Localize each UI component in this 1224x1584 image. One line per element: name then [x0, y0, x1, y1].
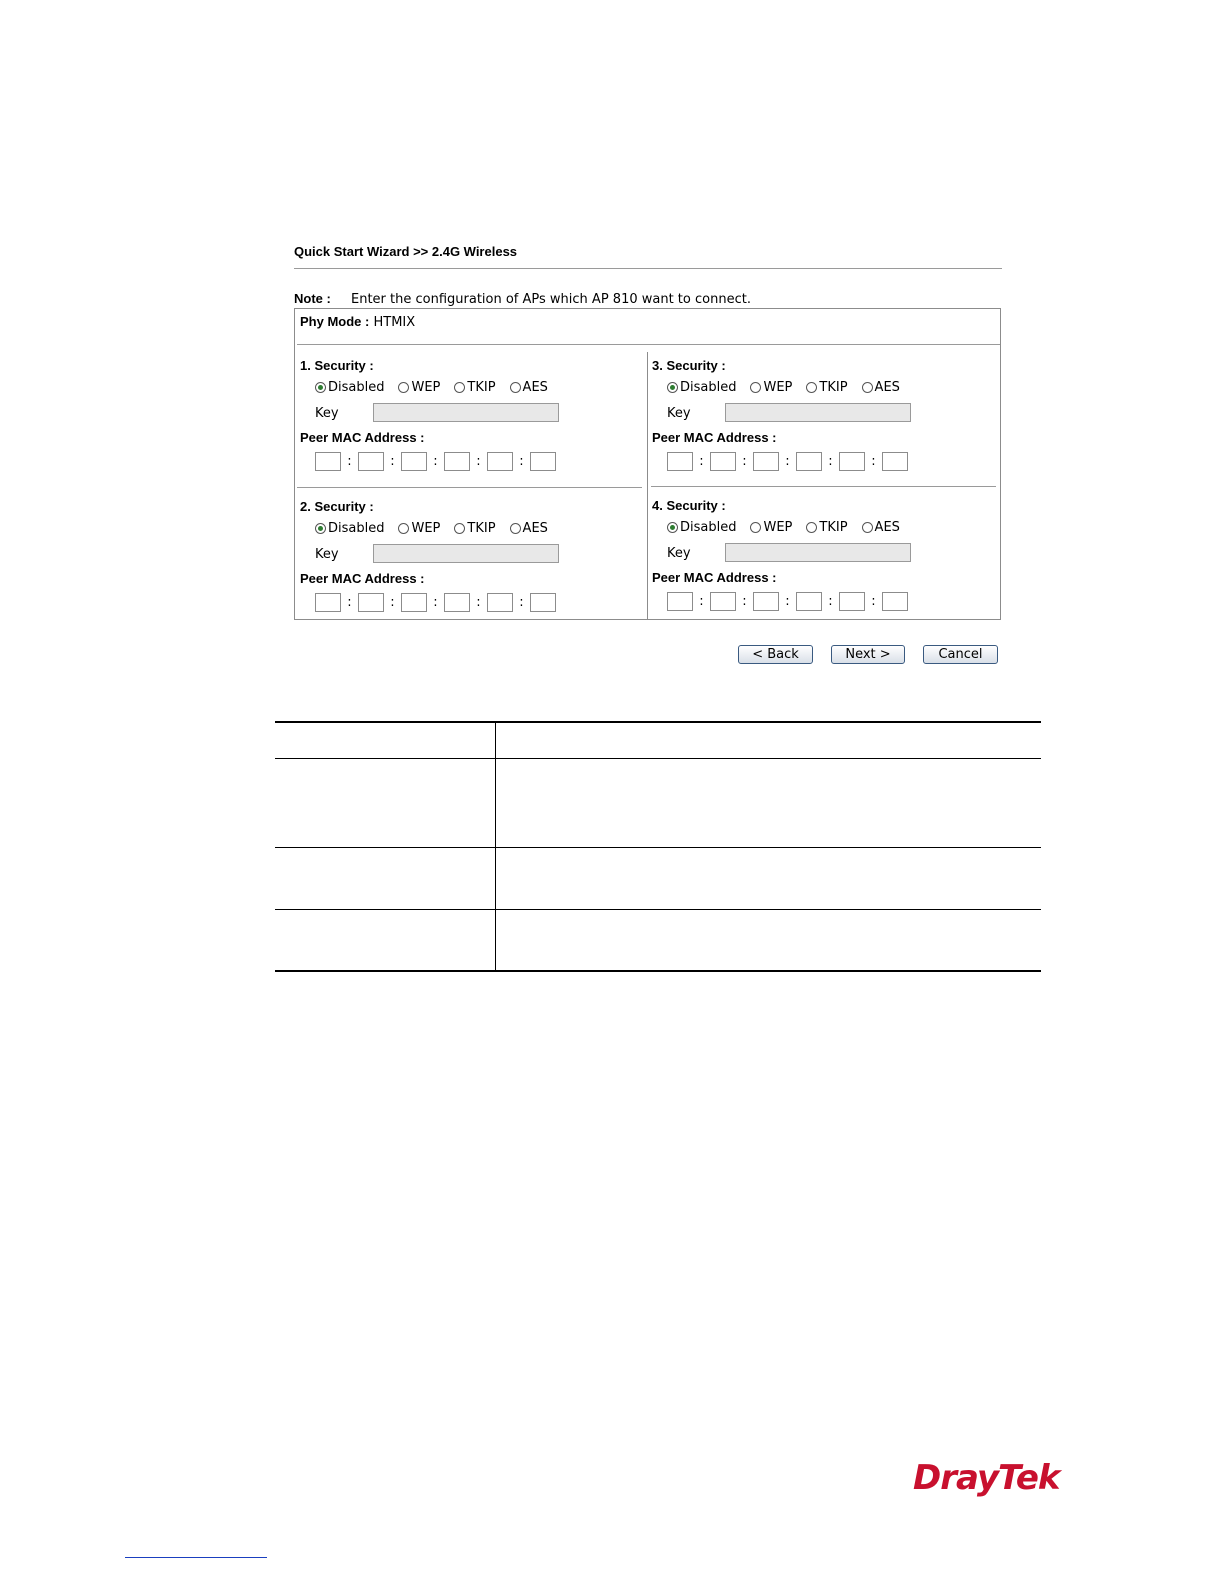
key-input[interactable]: [725, 403, 911, 422]
mac-octet-input[interactable]: [530, 452, 556, 471]
footer-link-underline[interactable]: [125, 1557, 267, 1558]
security-radio-group: [667, 380, 914, 395]
security-option-label: WEP: [411, 521, 441, 536]
mac-octet-input[interactable]: [315, 452, 341, 471]
section-title: 3. Security :: [652, 358, 726, 373]
radio-button[interactable]: [806, 382, 817, 393]
security-option-label: AES: [522, 380, 548, 395]
security-option-tkip[interactable]: [806, 520, 847, 535]
title-divider: [294, 268, 1002, 269]
security-option-wep[interactable]: [750, 380, 792, 395]
note-text: Enter the configuration of APs which AP 810 want to connect.: [351, 292, 751, 307]
note: [294, 291, 751, 307]
security-option-aes[interactable]: [510, 521, 548, 536]
radio-button[interactable]: [398, 523, 409, 534]
security-option-tkip[interactable]: [454, 380, 495, 395]
key-row: [315, 547, 377, 562]
mac-octet-input[interactable]: [358, 452, 384, 471]
security-option-aes[interactable]: [510, 380, 548, 395]
mac-separator: :: [742, 594, 747, 609]
phy-mode: [300, 314, 415, 330]
mac-octet-input[interactable]: [444, 593, 470, 612]
mac-octet-input[interactable]: [710, 592, 736, 611]
mac-separator: :: [699, 594, 704, 609]
mac-separator: :: [871, 594, 876, 609]
key-input[interactable]: [725, 543, 911, 562]
peer-mac-fields: [667, 592, 908, 611]
mac-separator: :: [828, 594, 833, 609]
mac-octet-input[interactable]: [796, 592, 822, 611]
radio-button[interactable]: [667, 382, 678, 393]
mac-separator: :: [347, 595, 352, 610]
wizard-title: Quick Start Wizard >> 2.4G Wireless: [294, 244, 518, 259]
security-option-disabled[interactable]: [667, 380, 736, 395]
mac-separator: :: [785, 594, 790, 609]
mac-separator: :: [433, 454, 438, 469]
security-option-aes[interactable]: [862, 380, 900, 395]
security-option-tkip[interactable]: [806, 380, 847, 395]
key-label: Key: [315, 406, 339, 421]
radio-button[interactable]: [806, 522, 817, 533]
security-option-label: Disabled: [328, 521, 385, 536]
mac-octet-input[interactable]: [667, 592, 693, 611]
mac-separator: :: [828, 454, 833, 469]
key-label: Key: [667, 546, 691, 561]
key-row: [667, 546, 729, 561]
security-option-wep[interactable]: [398, 521, 440, 536]
phy-mode-value: HTMIX: [373, 315, 416, 330]
radio-button[interactable]: [667, 522, 678, 533]
mac-separator: :: [476, 595, 481, 610]
cancel-button[interactable]: Cancel: [923, 645, 998, 664]
mac-separator: :: [785, 454, 790, 469]
peer-mac-fields: [315, 452, 556, 471]
radio-button[interactable]: [398, 382, 409, 393]
mac-separator: :: [519, 454, 524, 469]
key-label: Key: [667, 406, 691, 421]
radio-button[interactable]: [454, 523, 465, 534]
row-divider-right: [651, 486, 996, 487]
section-title: 2. Security :: [300, 499, 374, 514]
mac-octet-input[interactable]: [487, 593, 513, 612]
radio-button[interactable]: [510, 523, 521, 534]
mac-separator: :: [390, 595, 395, 610]
security-option-label: Disabled: [328, 380, 385, 395]
mac-octet-input[interactable]: [530, 593, 556, 612]
column-divider: [647, 352, 648, 620]
security-option-label: Disabled: [680, 520, 737, 535]
security-option-label: WEP: [411, 380, 441, 395]
security-option-label: TKIP: [467, 380, 496, 395]
table-row-divider: [275, 758, 1041, 759]
mac-octet-input[interactable]: [710, 452, 736, 471]
mac-octet-input[interactable]: [401, 452, 427, 471]
mac-octet-input[interactable]: [839, 592, 865, 611]
radio-button[interactable]: [315, 523, 326, 534]
mac-octet-input[interactable]: [401, 593, 427, 612]
key-input[interactable]: [373, 544, 559, 563]
table-row-divider: [275, 847, 1041, 848]
peer-mac-fields: [315, 593, 556, 612]
mac-separator: :: [433, 595, 438, 610]
radio-button[interactable]: [750, 522, 761, 533]
mac-octet-input[interactable]: [882, 452, 908, 471]
peer-mac-label: Peer MAC Address :: [300, 571, 425, 586]
mac-separator: :: [347, 454, 352, 469]
mac-separator: :: [390, 454, 395, 469]
mac-octet-input[interactable]: [839, 452, 865, 471]
key-label: Key: [315, 547, 339, 562]
radio-button[interactable]: [454, 382, 465, 393]
security-option-aes[interactable]: [862, 520, 900, 535]
security-option-disabled[interactable]: [315, 380, 384, 395]
radio-button[interactable]: [510, 382, 521, 393]
security-option-disabled[interactable]: [667, 520, 736, 535]
radio-button[interactable]: [315, 382, 326, 393]
security-option-wep[interactable]: [398, 380, 440, 395]
security-option-label: AES: [522, 521, 548, 536]
security-option-label: AES: [874, 380, 900, 395]
next-button[interactable]: Next >: [831, 645, 905, 664]
row-divider-left: [297, 487, 642, 488]
security-option-label: Disabled: [680, 380, 737, 395]
security-option-disabled[interactable]: [315, 521, 384, 536]
security-option-label: WEP: [763, 380, 793, 395]
security-radio-group: [315, 380, 562, 395]
mac-separator: :: [476, 454, 481, 469]
mac-separator: :: [871, 454, 876, 469]
table-top-rule: [275, 721, 1041, 723]
security-option-wep[interactable]: [750, 520, 792, 535]
mac-octet-input[interactable]: [444, 452, 470, 471]
peer-mac-fields: [667, 452, 908, 471]
mac-octet-input[interactable]: [753, 452, 779, 471]
key-input[interactable]: [373, 403, 559, 422]
mac-separator: :: [742, 454, 747, 469]
security-option-label: TKIP: [819, 520, 848, 535]
mac-octet-input[interactable]: [487, 452, 513, 471]
mac-octet-input[interactable]: [753, 592, 779, 611]
mac-octet-input[interactable]: [358, 593, 384, 612]
security-radio-group: [315, 521, 562, 536]
peer-mac-label: Peer MAC Address :: [300, 430, 425, 445]
mac-octet-input[interactable]: [667, 452, 693, 471]
section-title: 4. Security :: [652, 498, 726, 513]
note-label: Note :: [294, 291, 331, 306]
radio-button[interactable]: [862, 522, 873, 533]
peer-mac-label: Peer MAC Address :: [652, 430, 777, 445]
key-row: [667, 406, 729, 421]
back-button[interactable]: < Back: [738, 645, 813, 664]
security-option-label: AES: [874, 520, 900, 535]
security-option-tkip[interactable]: [454, 521, 495, 536]
draytek-logo: DrayTek: [913, 1458, 1060, 1498]
mac-octet-input[interactable]: [315, 593, 341, 612]
phy-mode-divider: [297, 344, 1000, 345]
mac-separator: :: [519, 595, 524, 610]
table-bottom-rule: [275, 970, 1041, 972]
key-row: [315, 406, 377, 421]
security-option-label: TKIP: [467, 521, 496, 536]
security-option-label: WEP: [763, 520, 793, 535]
security-option-label: TKIP: [819, 380, 848, 395]
security-radio-group: [667, 520, 914, 535]
mac-octet-input[interactable]: [796, 452, 822, 471]
radio-button[interactable]: [862, 382, 873, 393]
table-row-divider: [275, 909, 1041, 910]
radio-button[interactable]: [750, 382, 761, 393]
mac-octet-input[interactable]: [882, 592, 908, 611]
phy-mode-label: Phy Mode :: [300, 314, 370, 329]
section-title: 1. Security :: [300, 358, 374, 373]
peer-mac-label: Peer MAC Address :: [652, 570, 777, 585]
mac-separator: :: [699, 454, 704, 469]
